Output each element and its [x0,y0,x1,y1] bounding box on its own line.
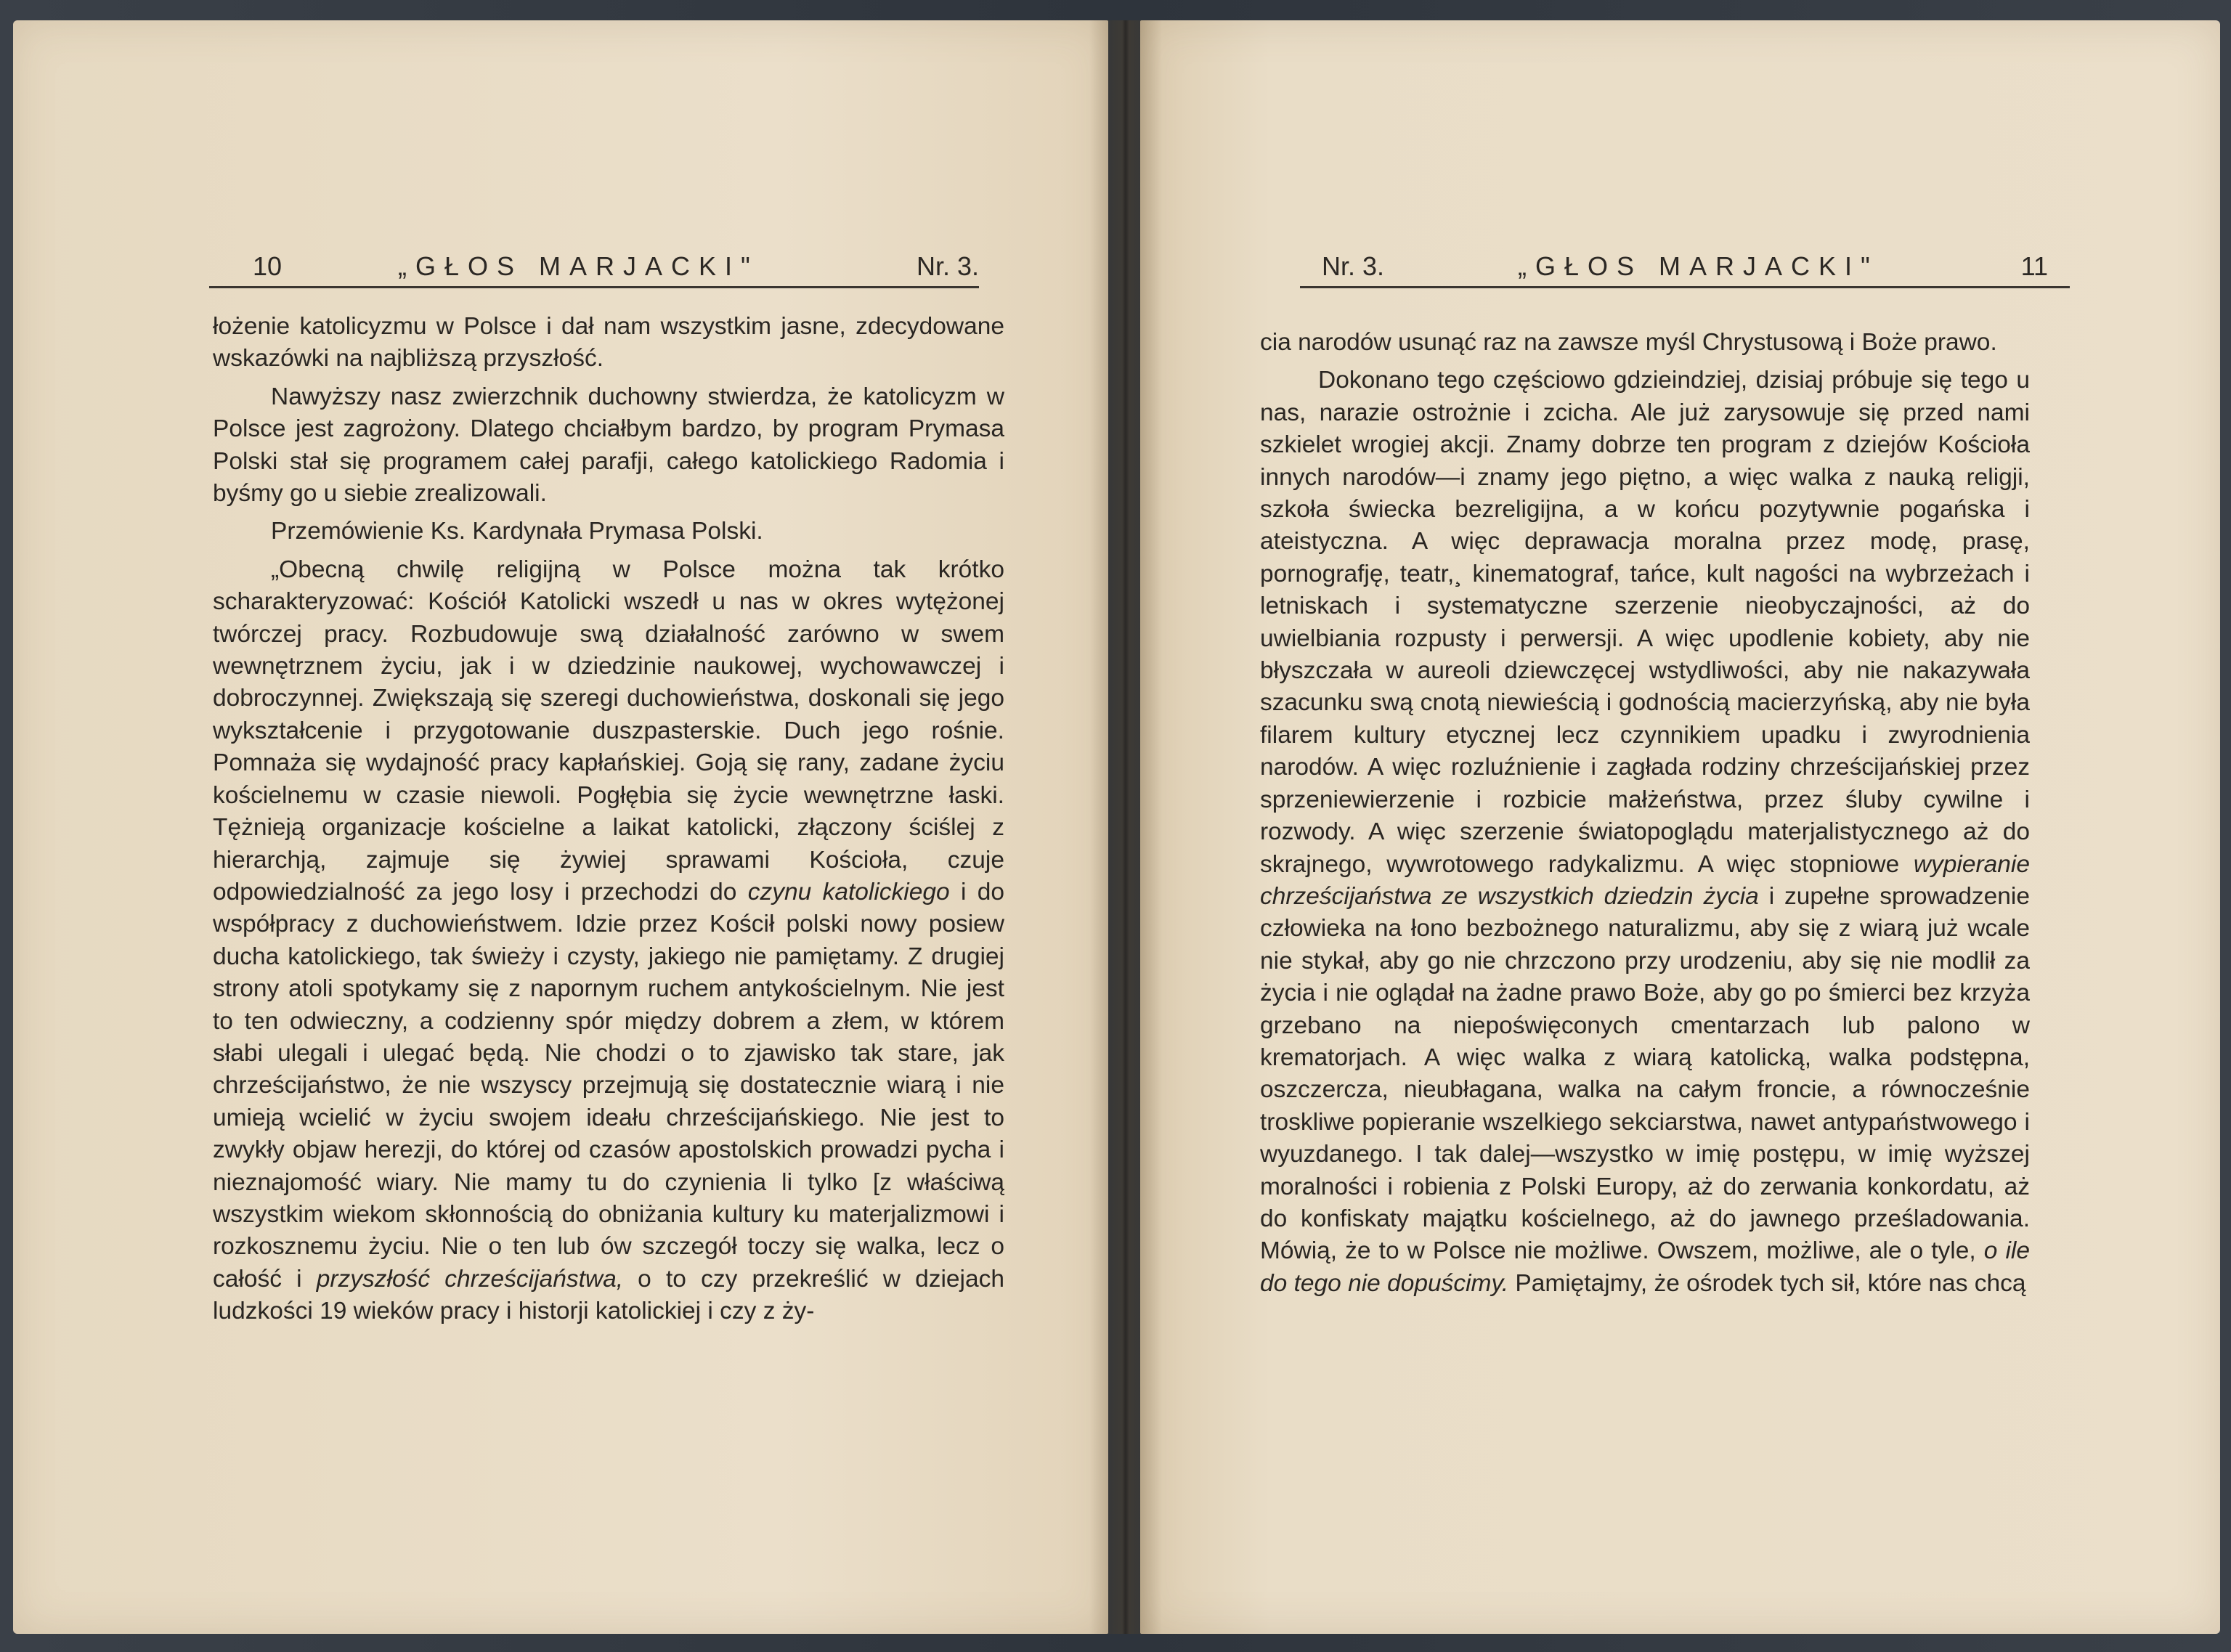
right-page-body [1260,327,2030,1300]
paragraph [1260,327,2030,359]
left-page-issue: Nr. 3. [916,251,979,281]
text-run: Dokonano tego częściowo gdzieindziej, dzisiaj próbuje się tego u nas, narazie ostrożnie i zcicha. Ale już zarysowuje się przed nami szkielet wrogiej akcji. Znamy dobrze ten program z dziejów Kościoła innych narodów—i znamy jego piętno, a więc walka z nauką religji, szkoła świecka bezreligijna, a w końcu pozytywnie pogańska i ateistyczna. A więc deprawacja moralna przez modę, prasę, pornografję, teatr,¸ kinematograf, tańce, kult nagości na wybrzeżach i letniskach i systematyczne szerzenie nieobyczajności, aż do uwielbiania rozpusty i perwersji. A więc upodlenie kobiety, aby nie błyszczała w aureoli dziewczęcej wstydliwości, aby nie nakazywała szacunku swą cnotą niewieścią i godnością macierzyńską, aby nie była filarem kultury etycznej lecz czynnikiem upadku i zwyrodnienia narodów. A więc rozluźnienie i zagłada rodziny chrześcijańskiej przez sprzeniewierzenie i rozbicie małżeństwa, przez śluby cywilne i rozwody. A więc szerzenie światopoglądu materjalistycznego aż do skrajnego, wywrotowego radykalizmu. A więc stopniowe [1260,367,2030,878]
left-page [13,20,1108,1634]
right-page [1140,20,2220,1634]
left-page-number: 10 [253,251,283,281]
left-page-body [213,311,1004,1328]
left-page-header [209,245,979,288]
paragraph [1260,365,2030,1300]
left-page-running-title: „GŁOS MARJACKI" [398,251,759,281]
text-run: cia narodów usunąć raz na zawsze myśl Chrystusową i Boże prawo. [1260,329,1997,356]
text-run: o to czy przekreślić w dziejach ludzkości 19 wieków pracy i historji katolickiej i czy z ży- [213,1265,1005,1325]
text-run: łożenie katolicyzmu w Polsce i dał nam wszystkim jasne, zdecydowane wskazówki na najbliższą przyszłość. [213,313,1004,373]
right-page-issue: Nr. 3. [1322,251,1385,281]
italic-run: czynu katolickiego [747,878,950,906]
text-run: Nawyższy nasz zwierzchnik duchowny stwierdza, że katolicyzm w Polsce jest zagrożony. Dlatego chciałbym bardzo, by program Prymasa Polski stał się programem całej parafji, całego katolickiego Radomia i byśmy go u siebie zrealizowali. [213,383,1004,508]
text-run: „Obecną chwilę religijną w Polsce można tak krótko scharakteryzować: Kościół Katolicki wszedł u nas w okres wytężonej twórczej pracy. Rozbudowuje swą działalność zarówno w swem wewnętrznem życiu, jak i w dziedzinie naukowej, wychowawczej i dobroczynnej. Zwiększają się szeregi duchowieństwa, doskonali się jego wykształcenie i przygotowanie duszpasterskie. Duch jego rośnie. Pomnaża się wydajność pracy kapłańskiej. Goją się rany, zadane życiu kościelnemu w czasie niewoli. Pogłębia się życie wewnętrzne łaski. Tężnieją organizacje kościelne a laikat katolicki, złączony ściślej z hierarchją, zajmuje się żywiej sprawami Kościoła, czuje odpowiedzialność za jego losy i przechodzi do [213,556,1004,906]
italic-run: wypieranie chrześcijaństwa ze wszystkich dziedzin życia [1260,850,2030,910]
paragraph [213,311,1004,375]
right-page-number: 11 [2020,251,2048,281]
text-run: i zupełne sprowadzenie człowieka na łono bezbożnego naturalizmu, aby się z wiarą już wcale nie stykał, aby go nie chrzczono przy urodzeniu, aby się nie modlił za życia i nie oglądał na żadne prawo Boże, aby go po śmierci bez krzyża grzebano na niepoświęconych cmentarzach lub palono w krematorjach. A więc walka z wiarą katolicką, walka podstępna, oszczercza, nieubłagana, walka na całym froncie, a równocześnie troskliwe popieranie wszelkiego sekciarstwa, nawet antypaństwowego i wyuzdanego. I tak dalej—wszystko w imię postępu, w imię wyższej moralności i robienia z Polski Europy, aż do zerwania konkordatu, aż do konfiskaty majątku kościelnego, aż do jawnego prześladowania. Mówią, że to w Polsce nie możliwe. Owszem, możliwe, ale o tyle, [1260,882,2031,1265]
text-run: i do współpracy z duchowieństwem. Idzie przez Kościł polski nowy posiew ducha katolickiego, tak świeży i czysty, jakiego nie pamiętamy. Z drugiej strony atoli spotykamy się z napornym ruchem antykościelnym. Nie jest to ten odwieczny, a codzienny spór między dobrem a złem, w którem słabi ulegali i ulegać będą. Nie chodzi o to zjawisko tak stare, jak chrześcijaństwo, że nie wszyscy przejmują się dostatecznie wiarą i nie umieją wcielić w życiu swojem ideału chrześcijańskiego. Nie jest to zwykły objaw herezji, do której od czasów apostolskich prowadzi pycha i nieznajomość wiary. Nie mamy tu do czynienia li tylko [z właściwą wszystkim wiekom skłonnością do obniżania kultury ku materjalizmowi i rozkosznemu życiu. Nie o ten lub ów szczegół toczy się walka, lecz o całość i [213,878,1004,1293]
italic-run: przyszłość chrześcijaństwa, [316,1265,624,1293]
paragraph [213,381,1004,510]
text-run: Pamiętajmy, że ośrodek tych sił, które nas chcą [1508,1269,2026,1297]
italic-run: o ile do tego nie dopuścimy. [1260,1237,2030,1297]
text-run: Przemówienie Ks. Kardynała Prymasa Polski. [271,518,763,545]
right-page-header [1300,245,2070,288]
paragraph [213,554,1004,1328]
right-page-running-title: „GŁOS MARJACKI" [1518,251,1879,281]
paragraph [213,516,1004,548]
